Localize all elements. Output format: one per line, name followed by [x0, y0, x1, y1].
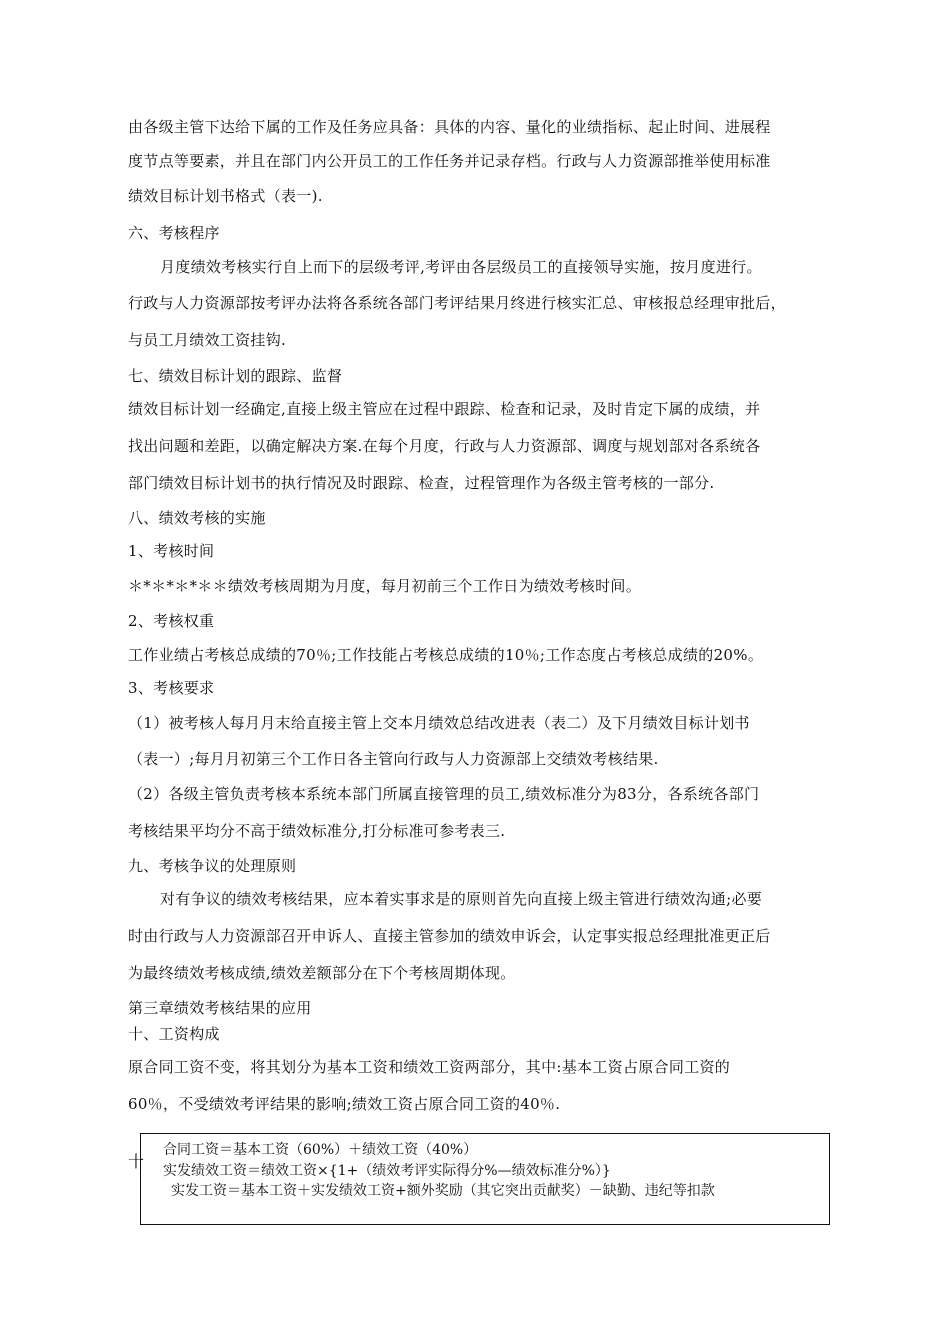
paragraph-line: 时由行政与人力资源部召开申诉人、直接主管参加的绩效申诉会，认定事实报总经理批准更正后 — [128, 927, 771, 945]
paragraph-line: 由各级主管下达给下属的工作及任务应具备：具体的内容、量化的业绩指标、起止时间、进展程 — [128, 118, 771, 136]
section-heading: 十、工资构成 — [128, 1025, 220, 1043]
paragraph-line: （2）各级主管负责考核本系统本部门所属直接管理的员工,绩效标准分为83分，各系统各部门 — [128, 785, 760, 803]
paragraph-line: 部门绩效目标计划书的执行情况及时跟踪、检查，过程管理作为各级主管考核的一部分. — [128, 474, 715, 492]
paragraph-line: 对有争议的绩效考核结果，应本着实事求是的原则首先向直接上级主管进行绩效沟通;必要 — [160, 890, 763, 908]
paragraph-line: 度节点等要素，并且在部门内公开员工的工作任务并记录存档。行政与人力资源部推举使用标准 — [128, 152, 771, 170]
section-heading: 七、绩效目标计划的跟踪、监督 — [128, 367, 343, 385]
paragraph-line: 绩效目标计划书格式（表一). — [128, 187, 323, 205]
subsection-heading: 3、考核要求 — [128, 679, 215, 697]
chapter-heading: 第三章绩效考核结果的应用 — [128, 999, 312, 1017]
paragraph-line: 为最终绩效考核成绩,绩效差额部分在下个考核周期体现。 — [128, 964, 516, 982]
paragraph-line: （1）被考核人每月月末给直接主管上交本月绩效总结改进表（表二）及下月绩效目标计划书 — [128, 714, 750, 732]
section-heading: 八、绩效考核的实施 — [128, 509, 266, 527]
paragraph-line: 找出问题和差距，以确定解决方案.在每个月度，行政与人力资源部、调度与规划部对各系统各 — [128, 437, 761, 455]
formula-line: 合同工资＝基本工资（60%）＋绩效工资（40%） — [163, 1142, 478, 1158]
paragraph-line: 与员工月绩效工资挂钩. — [128, 331, 287, 349]
formula-line: 实发绩效工资＝绩效工资×{1+（绩效考评实际得分%—绩效标准分%）} — [163, 1163, 611, 1179]
paragraph-line: 工作业绩占考核总成绩的70％;工作技能占考核总成绩的10％;工作态度占考核总成绩的20%。 — [128, 646, 764, 664]
paragraph-line: 60％，不受绩效考评结果的影响;绩效工资占原合同工资的40％. — [128, 1095, 561, 1113]
paragraph-line: 考核结果平均分不高于绩效标准分,打分标准可参考表三. — [128, 822, 506, 840]
subsection-heading: 1、考核时间 — [128, 542, 215, 560]
section-heading: 六、考核程序 — [128, 224, 220, 242]
subsection-heading: 2、考核权重 — [128, 612, 215, 630]
paragraph-line: 绩效目标计划一经确定,直接上级主管应在过程中跟踪、检查和记录，及时肯定下属的成绩，并 — [128, 400, 761, 418]
paragraph-line: 月度绩效考核实行自上而下的层级考评,考评由各层级员工的直接领导实施，按月度进行。 — [160, 258, 762, 276]
section-heading: 九、考核争议的处理原则 — [128, 857, 297, 875]
formula-line: 实发工资＝基本工资＋实发绩效工资+额外奖励（其它突出贡献奖）－缺勤、违纪等扣款 — [171, 1183, 715, 1199]
paragraph-line: 行政与人力资源部按考评办法将各系统各部门考评结果月终进行核实汇总、审核报总经理审批后， — [128, 294, 786, 312]
paragraph-line: ＊*＊*＊*＊＊绩效考核周期为月度，每月初前三个工作日为绩效考核时间。 — [128, 577, 642, 595]
paragraph-line: 原合同工资不变，将其划分为基本工资和绩效工资两部分，其中:基本工资占原合同工资的 — [128, 1058, 731, 1076]
section-number-stub: 十 — [128, 1152, 145, 1171]
paragraph-line: （表一）;每月月初第三个工作日各主管向行政与人力资源部上交绩效考核结果. — [128, 750, 659, 768]
salary-formula-box — [140, 1133, 830, 1225]
